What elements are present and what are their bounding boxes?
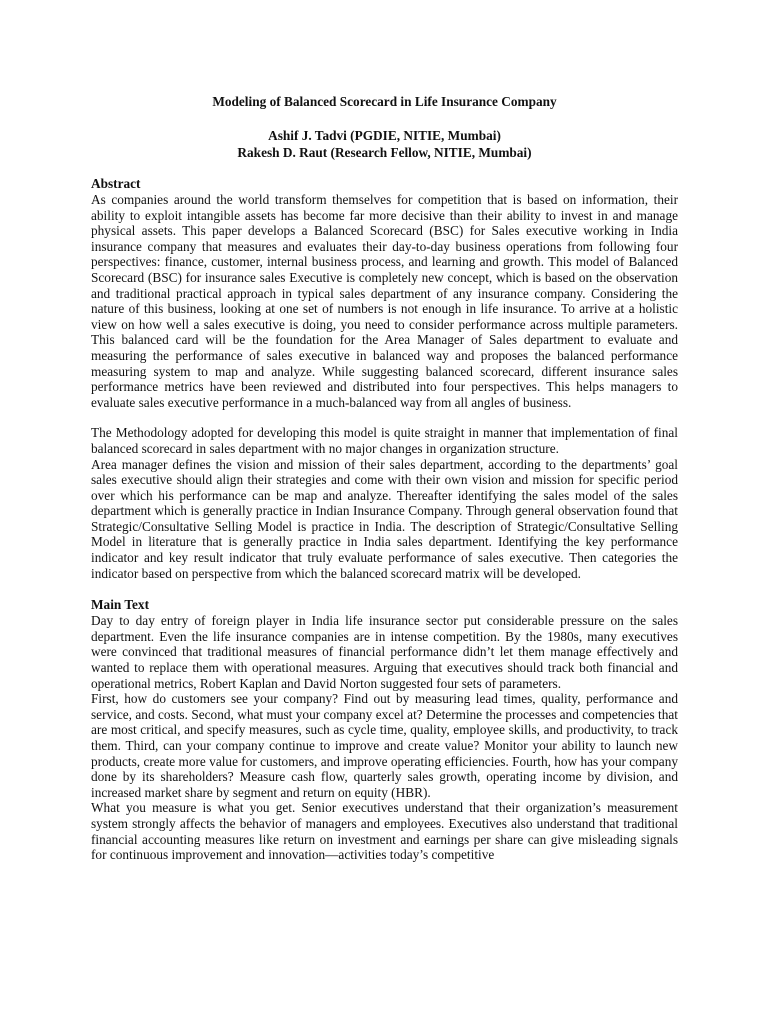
main-text-heading: Main Text (91, 597, 149, 613)
author-1: Ashif J. Tadvi (PGDIE, NITIE, Mumbai) (268, 128, 501, 143)
main-text-paragraph-1: Day to day entry of foreign player in India life insurance sector put considerable pressure on the sales department. Even the life insurance companies are in intense competition. By the 1980s, many executives were convinced that traditional measures of financial performance didn’t let them manage effectively and wanted to replace them with operational measures. Arguing that executives should track both financial and operational metrics, Robert Kaplan and David Norton suggested four sets of parameters. (91, 613, 678, 691)
main-text-paragraph-3: What you measure is what you get. Senior executives understand that their organization’s measurement system strongly affects the behavior of managers and employees. Executives also understand that traditional financial accounting measures like return on investment and earnings per share can give misleading signals for continuous improvement and innovation—activities today’s competitive (91, 800, 678, 863)
author-2: Rakesh D. Raut (Research Fellow, NITIE, Mumbai) (237, 145, 532, 160)
abstract-paragraph-1: As companies around the world transform themselves for competition that is based on information, their ability to exploit intangible assets has become far more decisive than their ability to invest in and manage physical assets. This paper develops a Balanced Scorecard (BSC) for Sales executive working in India insurance company that measures and evaluates their day-to-day business operations from following four perspectives: finance, customer, internal business process, and learning and growth. This model of Balanced Scorecard (BSC) for insurance sales Executive is completely new concept, which is based on the observation and traditional practical approach in typical sales department of any insurance company. Considering the nature of this business, looking at one set of numbers is not enough in life insurance. To arrive at a holistic view on how well a sales executive is doing, you need to consider performance across multiple parameters. This balanced card will be the foundation for the Area Manager of Sales department to evaluate and measuring the performance of sales executive in balanced way and proposes the balanced performance measuring system to map and analyze. While suggesting balanced scorecard, different insurance sales performance metrics have been reviewed and distributed into four perspectives. This helps managers to evaluate sales executive performance in a much-balanced way from all angles of business. (91, 192, 678, 410)
author-block (91, 127, 678, 161)
abstract-paragraph-2: The Methodology adopted for developing this model is quite straight in manner that implementation of final balanced scorecard in sales department with no major changes in organization structure. (91, 425, 678, 456)
abstract-paragraph-3: Area manager defines the vision and mission of their sales department, according to the departments’ goal sales executive should align their strategies and come with their own vision and mission for specific period over which his performance can be map and analyze. Thereafter identifying the sales model of the sales department which is generally practice in Indian Insurance Company. Through general observation found that Strategic/Consultative Selling Model is practice in India. The description of Strategic/Consultative Selling Model in literature that is generally practice in India sales department. Identifying the key performance indicator and key result indicator that truly evaluate performance of sales executive. Then categories the indicator based on perspective from which the balanced scorecard matrix will be developed. (91, 456, 678, 581)
paper-title: Modeling of Balanced Scorecard in Life Insurance Company (212, 94, 557, 109)
abstract-heading: Abstract (91, 176, 141, 191)
main-text-paragraph-2: First, how do customers see your company? Find out by measuring lead times, quality, performance and service, and costs. Second, what must your company excel at? Determine the processes and competencies that are most critical, and specify measures, such as cycle time, quality, employee skills, and productivity, to track them. Third, can your company continue to improve and create value? Monitor your ability to launch new products, create more value for customers, and improve operating efficiencies. Fourth, how has your company done by its shareholders? Measure cash flow, quarterly sales growth, operating income by division, and increased market share by segment and return on equity (HBR). (91, 691, 678, 800)
